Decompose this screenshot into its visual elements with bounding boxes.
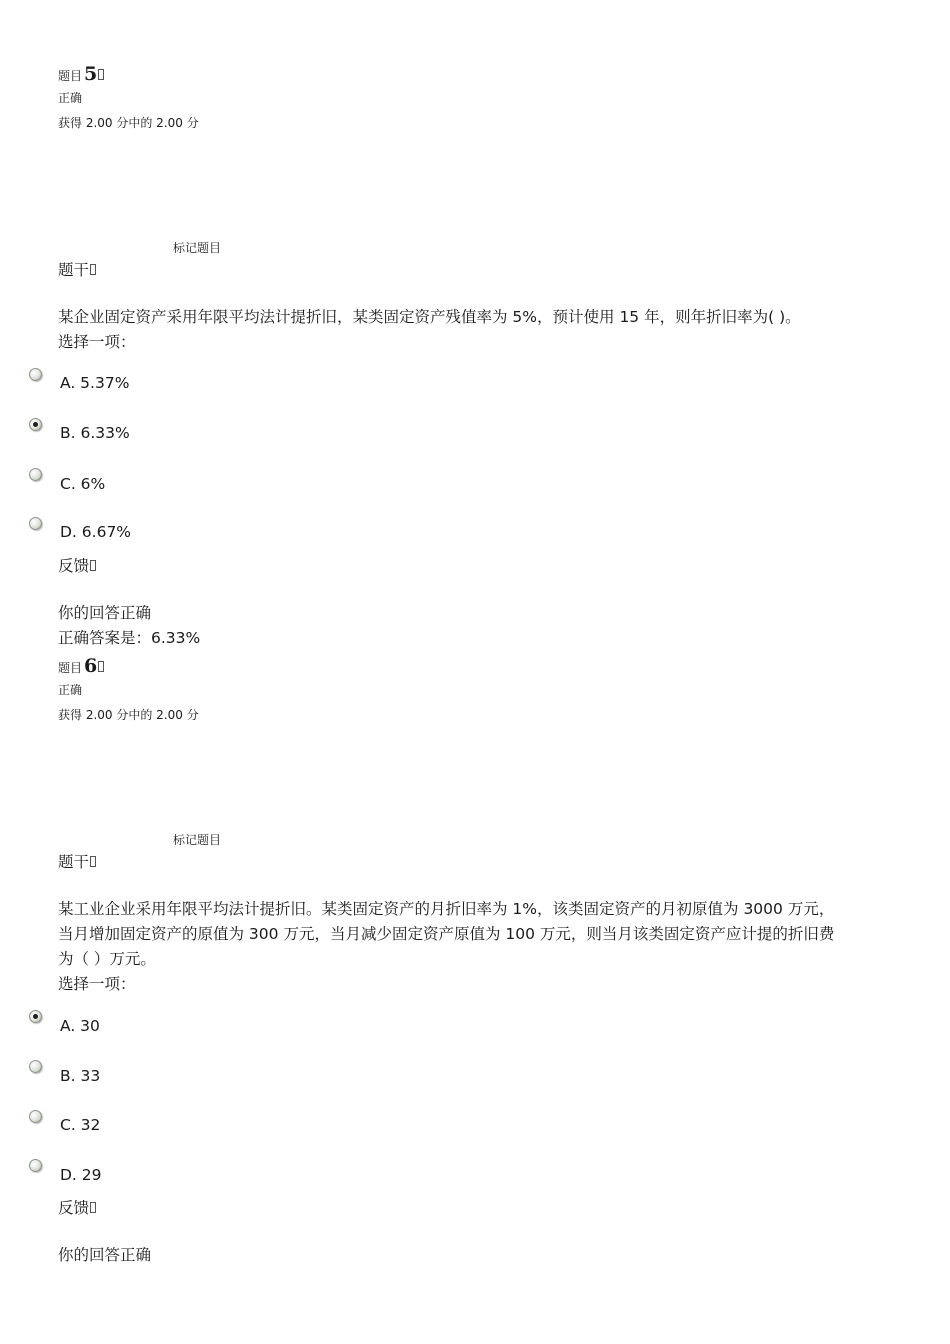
question-text-line-3: 为（ ）万元。 — [58, 950, 156, 968]
option-b-radio[interactable] — [29, 418, 42, 431]
option-a-label[interactable]: A. 30 — [60, 1017, 100, 1035]
flag-question-link[interactable]: 标记题目 — [173, 241, 222, 255]
option-c-label[interactable]: C. 6% — [60, 475, 106, 493]
option-d-label[interactable]: D. 29 — [60, 1166, 102, 1184]
question-status: 正确 — [58, 91, 83, 105]
feedback-text: 你的回答正确 — [58, 604, 152, 622]
box-glyph-icon — [90, 856, 96, 867]
feedback-text: 你的回答正确 — [58, 1246, 152, 1264]
question-text-line-2: 当月增加固定资产的原值为 300 万元，当月减少固定资产原值为 100 万元，则当月该类固定资产应计提的折旧费 — [58, 925, 835, 943]
option-b-label[interactable]: B. 33 — [60, 1067, 101, 1085]
box-glyph-icon — [98, 69, 104, 80]
question-header — [58, 656, 104, 676]
option-a-radio[interactable] — [29, 1010, 42, 1023]
question-score: 获得 2.00 分中的 2.00 分 — [58, 708, 199, 722]
stem-label-text: 题干 — [58, 261, 90, 279]
question-stem-label — [58, 260, 96, 280]
box-glyph-icon — [90, 264, 96, 275]
question-number: 6 — [84, 655, 98, 677]
question-status: 正确 — [58, 683, 83, 697]
option-d-radio[interactable] — [29, 1159, 42, 1172]
box-glyph-icon — [98, 661, 104, 672]
question-text-line-1: 某工业企业采用年限平均法计提折旧。某类固定资产的月折旧率为 1%，该类固定资产的月初原值为 3000 万元， — [58, 900, 835, 918]
feedback-label-text: 反馈 — [58, 557, 90, 575]
question-label: 题目 — [58, 661, 83, 675]
feedback-label — [58, 556, 96, 576]
choose-one-prompt: 选择一项： — [58, 975, 136, 993]
feedback-label-text: 反馈 — [58, 1199, 90, 1217]
box-glyph-icon — [90, 1202, 96, 1213]
option-b-label[interactable]: B. 6.33% — [60, 424, 130, 442]
question-stem-label — [58, 852, 96, 872]
option-c-label[interactable]: C. 32 — [60, 1116, 101, 1134]
choose-one-prompt: 选择一项： — [58, 333, 136, 351]
question-text: 某企业固定资产采用年限平均法计提折旧，某类固定资产残值率为 5%，预计使用 15 年，则年折旧率为( )。 — [58, 308, 801, 326]
option-b-radio[interactable] — [29, 1060, 42, 1073]
flag-question-link[interactable]: 标记题目 — [173, 833, 222, 847]
question-label: 题目 — [58, 69, 83, 83]
option-c-radio[interactable] — [29, 1110, 42, 1123]
option-a-label[interactable]: A. 5.37% — [60, 374, 130, 392]
option-d-label[interactable]: D. 6.67% — [60, 523, 132, 541]
feedback-label — [58, 1198, 96, 1218]
correct-answer-text: 正确答案是：6.33% — [58, 629, 201, 647]
question-number: 5 — [84, 63, 98, 85]
box-glyph-icon — [90, 560, 96, 571]
stem-label-text: 题干 — [58, 853, 90, 871]
option-a-radio[interactable] — [29, 368, 42, 381]
question-score: 获得 2.00 分中的 2.00 分 — [58, 116, 199, 130]
option-c-radio[interactable] — [29, 468, 42, 481]
option-d-radio[interactable] — [29, 517, 42, 530]
question-header — [58, 64, 104, 84]
